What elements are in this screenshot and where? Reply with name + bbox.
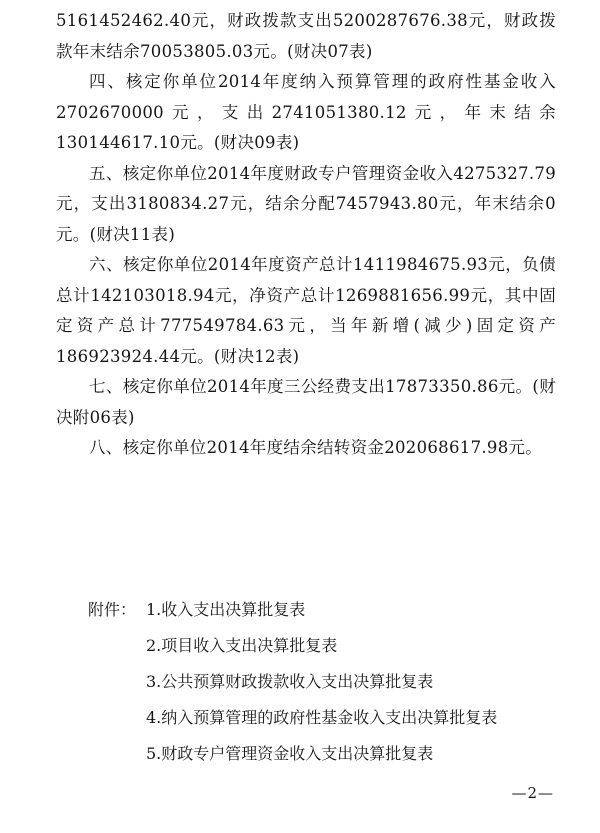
attachment-row	[88, 662, 558, 698]
attachment-item: 4.纳入预算管理的政府性基金收入支出决算批复表	[146, 707, 498, 727]
paragraph-special-account: 五、核定你单位2014年度财政专户管理资金收入4275327.79元，支出3180834.27元，结余分配7457943.80元，年末结余0元。(财决11表)	[56, 163, 556, 244]
attachments-label: 附件：	[88, 599, 137, 619]
paragraph-continuation: 5161452462.40元，财政拨款支出5200287676.38元，财政拨款年末结余70053805.03元。(财决07表)	[56, 11, 556, 61]
page-number: —2—	[511, 784, 554, 802]
attachments-list	[88, 590, 558, 770]
attachment-item: 2.项目收入支出决算批复表	[146, 635, 338, 655]
paragraph-carryover-funds: 八、核定你单位2014年度结余结转资金202068617.98元。	[89, 438, 543, 457]
attachment-row	[88, 590, 558, 626]
paragraph-government-fund: 四、核定你单位2014年度纳入预算管理的政府性基金收入2702670000元，支出2741051380.12元，年末结余130144617.10元。(财决09表)	[56, 72, 556, 152]
paragraph-three-public-expenses: 七、核定你单位2014年度三公经费支出17873350.86元。(财决附06表)	[56, 377, 556, 427]
attachment-row	[88, 626, 558, 662]
body-text	[56, 6, 556, 464]
attachment-row	[88, 698, 558, 734]
attachment-item: 3.公共预算财政拨款收入支出决算批复表	[146, 671, 434, 691]
paragraph-assets: 六、核定你单位2014年度资产总计1411984675.93元，负债总计142103018.94元，净资产总计1269881656.99元，其中固定资产总计777549784.63元，当年新增(减少)固定资产186923924.44元。(财决12表)	[56, 255, 556, 366]
attachment-row	[88, 734, 558, 770]
attachment-item: 5.财政专户管理资金收入支出决算批复表	[146, 743, 434, 763]
attachment-item: 1.收入支出决算批复表	[146, 599, 306, 619]
